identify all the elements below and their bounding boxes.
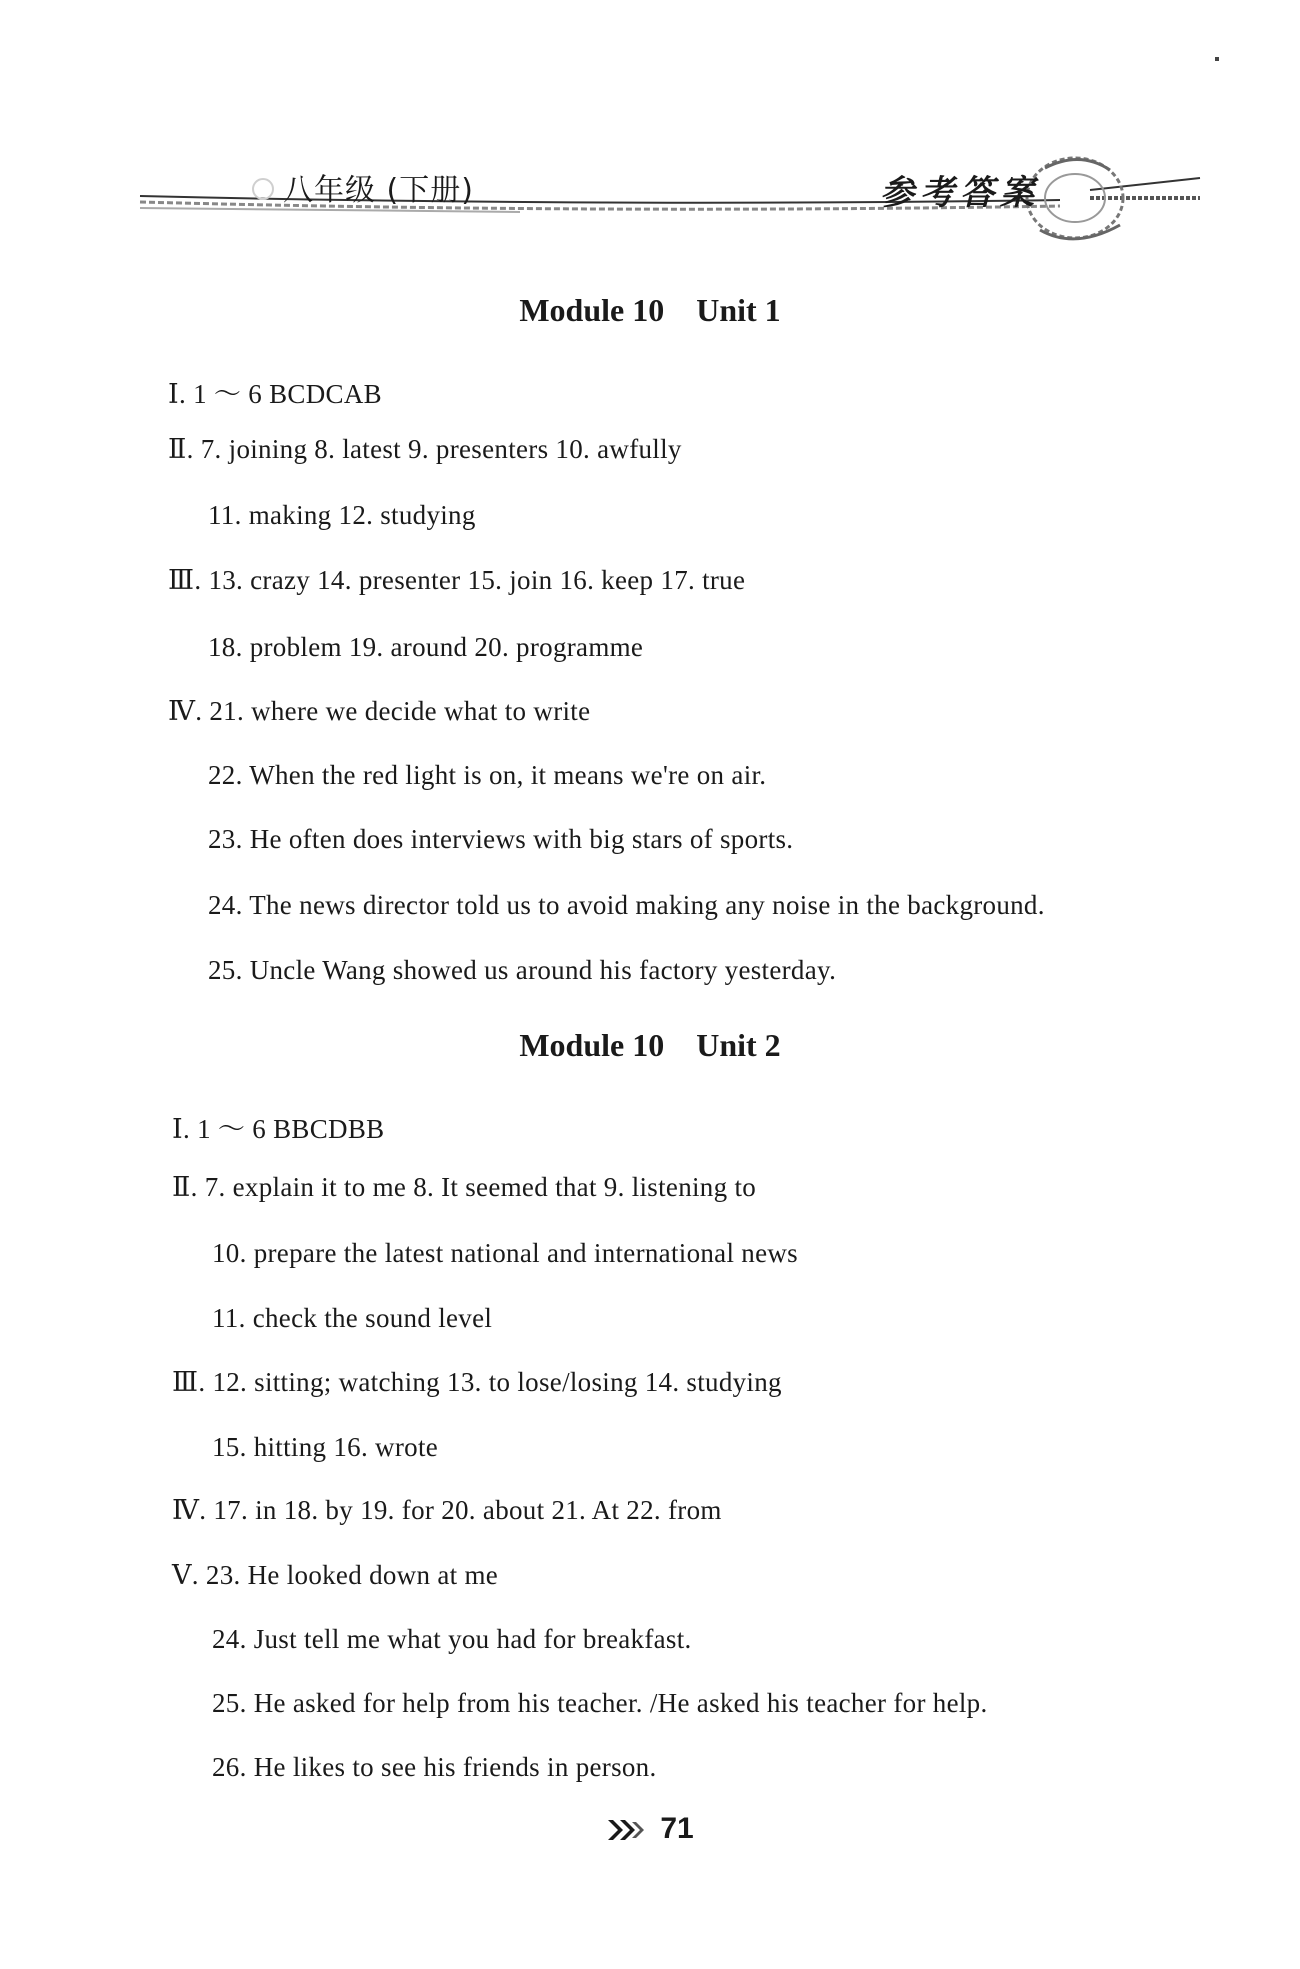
unit2-line-8: Ⅴ. 23. He looked down at me [172,1560,499,1590]
double-chevron-icon [606,1818,652,1842]
unit2-unit: Unit 2 [696,1027,781,1063]
unit1-heading [0,292,1300,329]
unit1-line-10: 25. Uncle Wang showed us around his factory yesterday. [208,955,837,985]
page-footer [0,1812,1300,1846]
unit1-line-7: 22. When the red light is on, it means we're on air. [208,760,767,790]
unit2-line-3: 10. prepare the latest national and international news [212,1238,798,1268]
answers-label: 参考答案 [880,173,1040,213]
unit1-module: Module 10 [519,292,665,328]
unit2-line-11: 26. He likes to see his friends in person. [212,1752,657,1782]
unit1-line-6: Ⅳ. 21. where we decide what to write [168,696,591,726]
unit2-module: Module 10 [519,1027,665,1063]
unit1-line-4: Ⅲ. 13. crazy 14. presenter 15. join 16. keep 17. true [168,565,746,595]
unit1-line-5: 18. problem 19. around 20. programme [208,632,644,662]
unit2-line-2: Ⅱ. 7. explain it to me 8. It seemed that 9. listening to [172,1172,757,1202]
unit2-line-4: 11. check the sound level [212,1303,493,1333]
page-number: 71 [660,1812,694,1845]
unit2-line-6: 15. hitting 16. wrote [212,1432,439,1462]
unit1-line-9: 24. The news director told us to avoid making any noise in the background. [208,890,1045,920]
circle-icon [252,178,274,200]
unit1-line-1: Ⅰ. 1 ～ 6 BCDCAB [168,379,382,409]
unit2-line-10: 25. He asked for help from his teacher. /He asked his teacher for help. [212,1688,988,1718]
grade-label: 八年级 (下册) [283,173,474,208]
unit2-line-7: Ⅳ. 17. in 18. by 19. for 20. about 21. At 22. from [172,1495,722,1525]
unit2-line-5: Ⅲ. 12. sitting; watching 13. to lose/losing 14. studying [172,1367,782,1397]
unit1-line-3: 11. making 12. studying [208,500,476,530]
unit1-line-2: Ⅱ. 7. joining 8. latest 9. presenters 10. awfully [168,434,682,464]
header-decoration [0,0,1300,260]
unit1-line-8: 23. He often does interviews with big stars of sports. [208,824,794,854]
unit1-unit: Unit 1 [696,292,781,328]
unit2-line-9: 24. Just tell me what you had for breakfast. [212,1624,692,1654]
page-header [0,0,1300,260]
unit2-heading [0,1027,1300,1064]
unit2-line-1: Ⅰ. 1 ～ 6 BBCDBB [172,1114,385,1144]
